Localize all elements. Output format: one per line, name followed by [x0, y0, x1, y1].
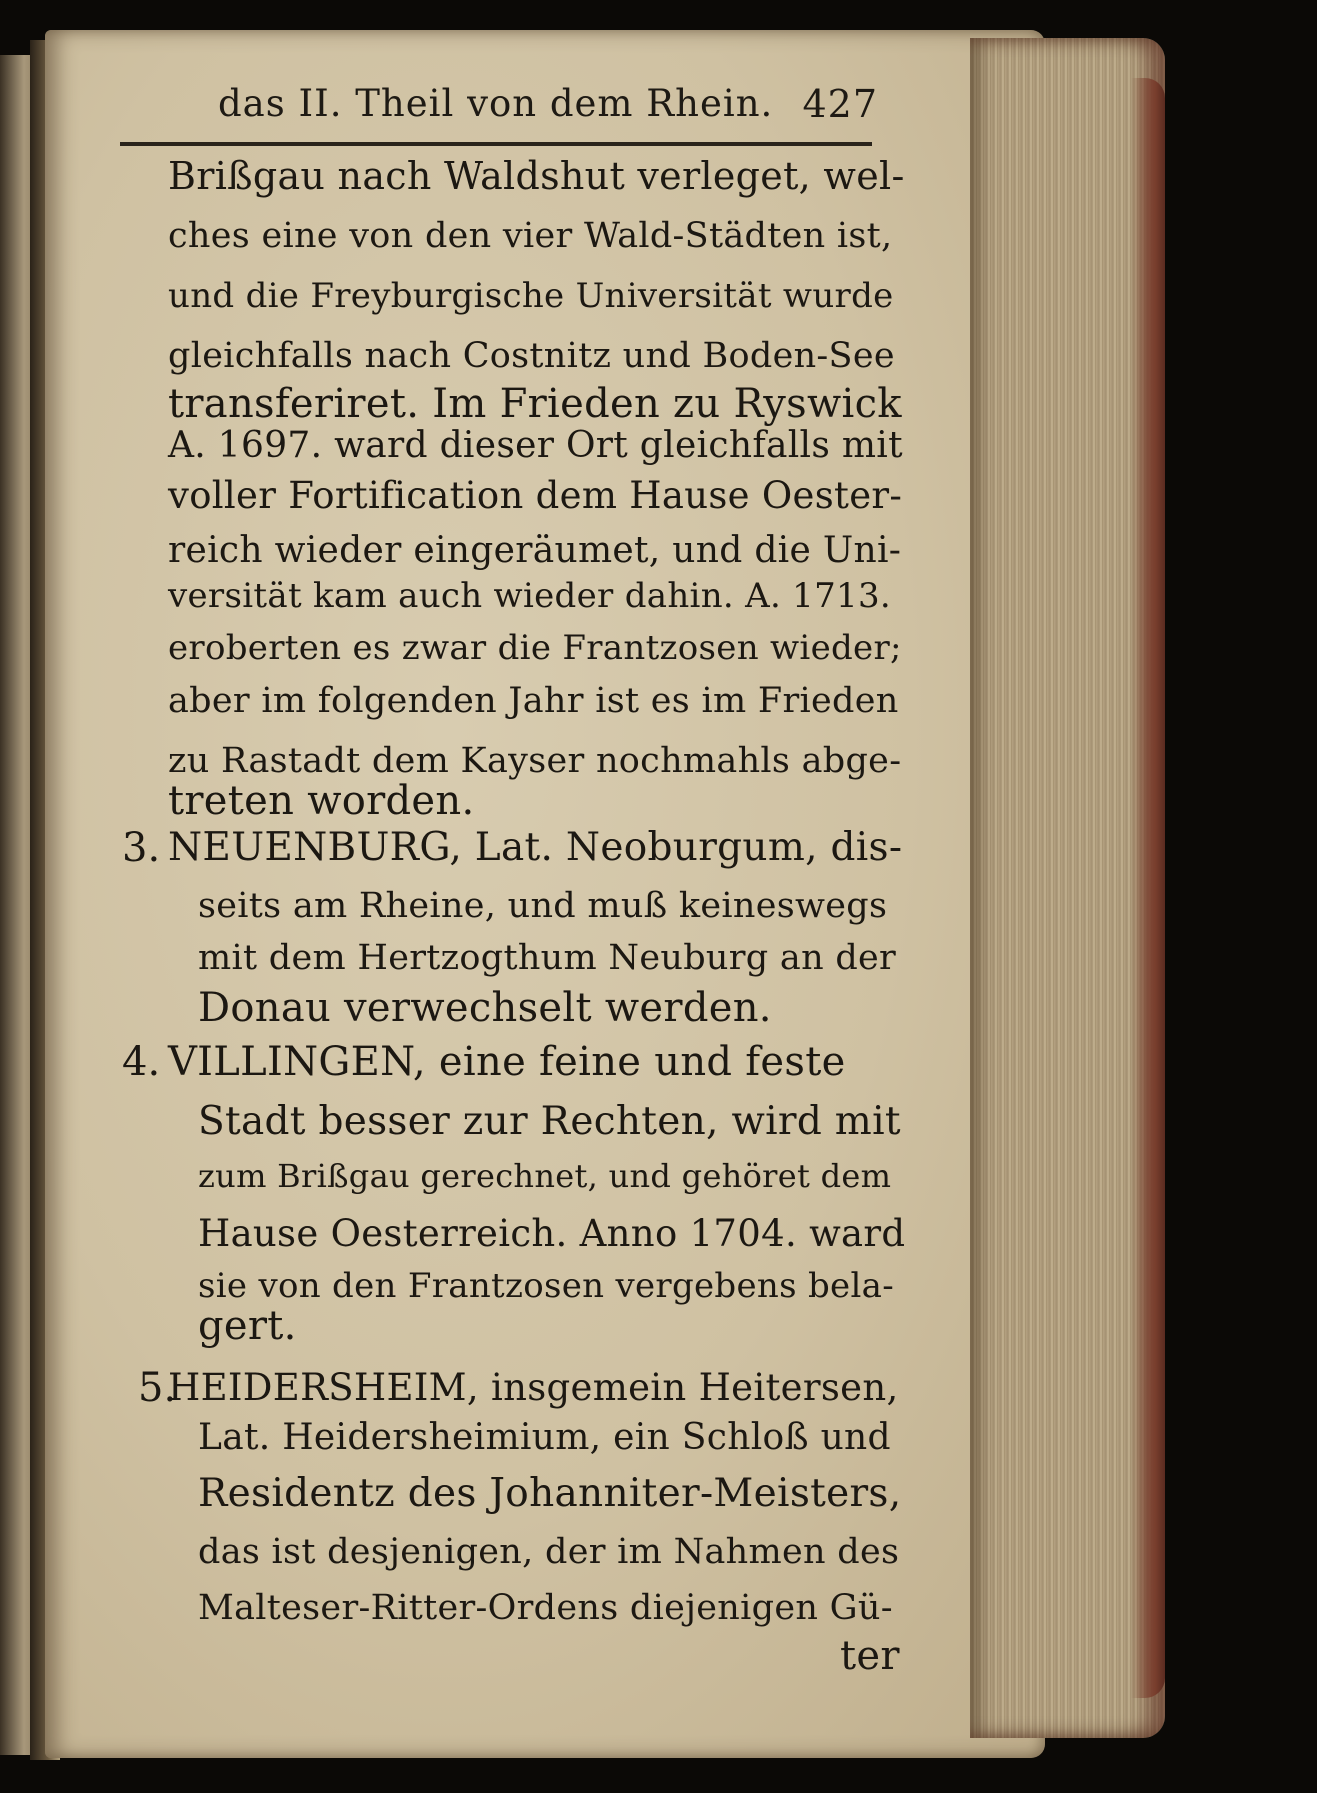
text-line: Stadt besser zur Rechten, wird mit — [198, 1099, 901, 1144]
text-line: das ist desjenigen, der im Nahmen des — [198, 1532, 900, 1572]
text-line: zu Rastadt dem Kayser nochmahls abge- — [168, 741, 902, 781]
text-line: Malteser-Ritter-Ordens diejenigen Gü- — [198, 1588, 893, 1628]
text-line: versität kam auch wieder dahin. A. 1713. — [168, 576, 892, 616]
text-line: voller Fortification dem Hause Oester- — [168, 474, 903, 517]
catchword: ter — [840, 1633, 900, 1679]
text-line: Lat. Heidersheimium, ein Schloß und — [198, 1417, 891, 1458]
text-line: Brißgau nach Waldshut verleget, wel- — [168, 154, 905, 198]
text-line: Donau verwechselt werden. — [198, 985, 772, 1031]
entry-heading-line: VILLINGEN, eine feine und feste — [168, 1039, 846, 1085]
text-line: treten worden. — [168, 778, 475, 824]
text-line: und die Freyburgische Universität wurde — [168, 276, 894, 316]
entry-number: 4. — [122, 1039, 161, 1085]
text-line: Hause Oesterreich. Anno 1704. ward — [198, 1212, 906, 1255]
page-stack-edge — [970, 38, 1165, 1738]
entry-number: 5. — [138, 1365, 177, 1411]
header-rule — [120, 142, 872, 146]
text-line: mit dem Hertzogthum Neuburg an der — [198, 938, 897, 978]
text-line: seits am Rheine, und muß keineswegs — [198, 886, 888, 926]
text-line: Residentz des Johanniter-Meisters, — [198, 1471, 902, 1516]
text-line: transferiret. Im Frieden zu Ryswick — [168, 381, 902, 427]
text-line: aber im folgenden Jahr ist es im Frieden — [168, 681, 899, 721]
text-line: zum Brißgau gerechnet, und gehöret dem — [198, 1157, 892, 1195]
text-line: sie von den Frantzosen vergebens bela- — [198, 1266, 894, 1306]
text-line: gert. — [198, 1303, 297, 1349]
text-line: ches eine von den vier Wald-Städten ist, — [168, 216, 893, 256]
entry-heading-line: HEIDERSHEIM, insgemein Heitersen, — [168, 1366, 899, 1409]
running-header — [218, 82, 878, 134]
entry-heading-line: NEUENBURG, Lat. Neoburgum, dis- — [168, 825, 903, 870]
text-line: A. 1697. ward dieser Ort gleichfalls mit — [168, 425, 903, 466]
page-number: 427 — [802, 82, 878, 126]
text-line: gleichfalls nach Costnitz und Boden-See — [168, 336, 895, 376]
running-title: das II. Theil von dem Rhein. — [218, 82, 774, 125]
text-line: reich wieder eingeräumet, und die Uni- — [168, 530, 902, 571]
entry-number: 3. — [122, 825, 161, 871]
text-line: eroberten es zwar die Frantzosen wieder; — [168, 628, 902, 668]
